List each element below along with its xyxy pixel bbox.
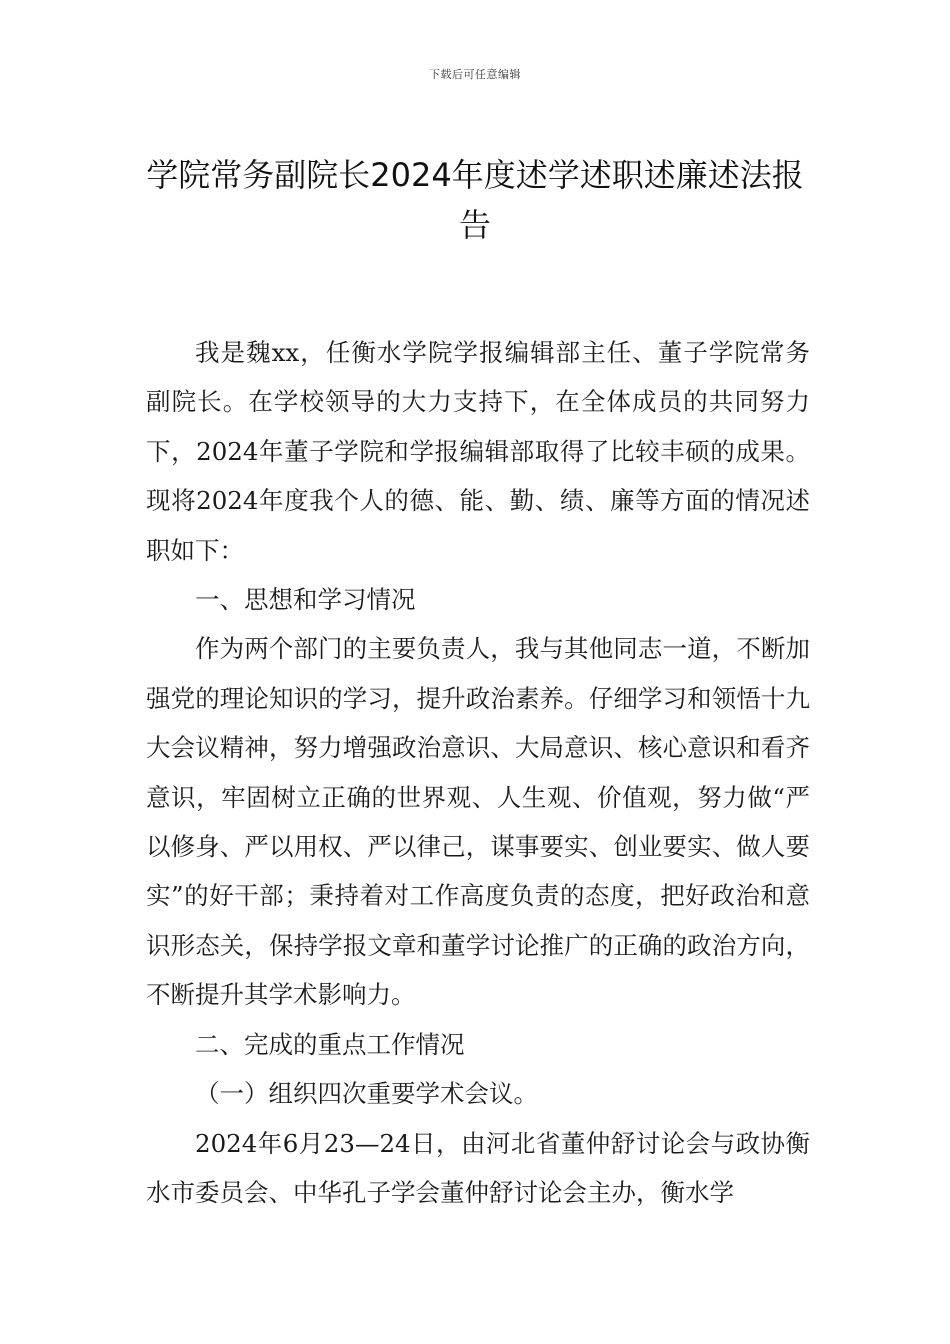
- paragraph-conference: 2024年6月23—24日，由河北省董仲舒讨论会与政协衡水市委员会、中华孔子学会董仲舒讨论会主办，衡水学: [146, 1128, 810, 1207]
- header-note: 下载后可任意编辑: [429, 68, 521, 81]
- subsection-heading-1: （一）组织四次重要学术会议。: [195, 1079, 538, 1109]
- paragraph-intro: 我是魏xx，任衡水学院学报编辑部主任、董子学院常务副院长。在学校领导的大力支持下，在全体成员的共同努力下，2024年董子学院和学报编辑部取得了比较丰硕的成果。现将2024年度我个人的德、能、勤、绩、廉等方面的情况述职如下：: [146, 338, 810, 565]
- paragraph-study: 作为两个部门的主要负责人，我与其他同志一道，不断加强党的理论知识的学习，提升政治素养。仔细学习和领悟十九大会议精神，努力增强政治意识、大局意识、核心意识和看齐意识，牢固树立正确的世界观、人生观、价值观，努力做“严以修身、严以用权、严以律己，谋事要实、创业要实、做人要实”的好干部；秉持着对工作高度负责的态度，把好政治和意识形态关，保持学报文章和董学讨论推广的正确的政治方向，不断提升其学术影响力。: [146, 634, 810, 1010]
- section-heading-1: 一、思想和学习情况: [195, 585, 416, 615]
- document-body: [146, 328, 810, 1217]
- document-title: 学院常务副院长2024年度述学述职述廉述法报告: [146, 156, 804, 244]
- section-heading-2: 二、完成的重点工作情况: [195, 1029, 465, 1059]
